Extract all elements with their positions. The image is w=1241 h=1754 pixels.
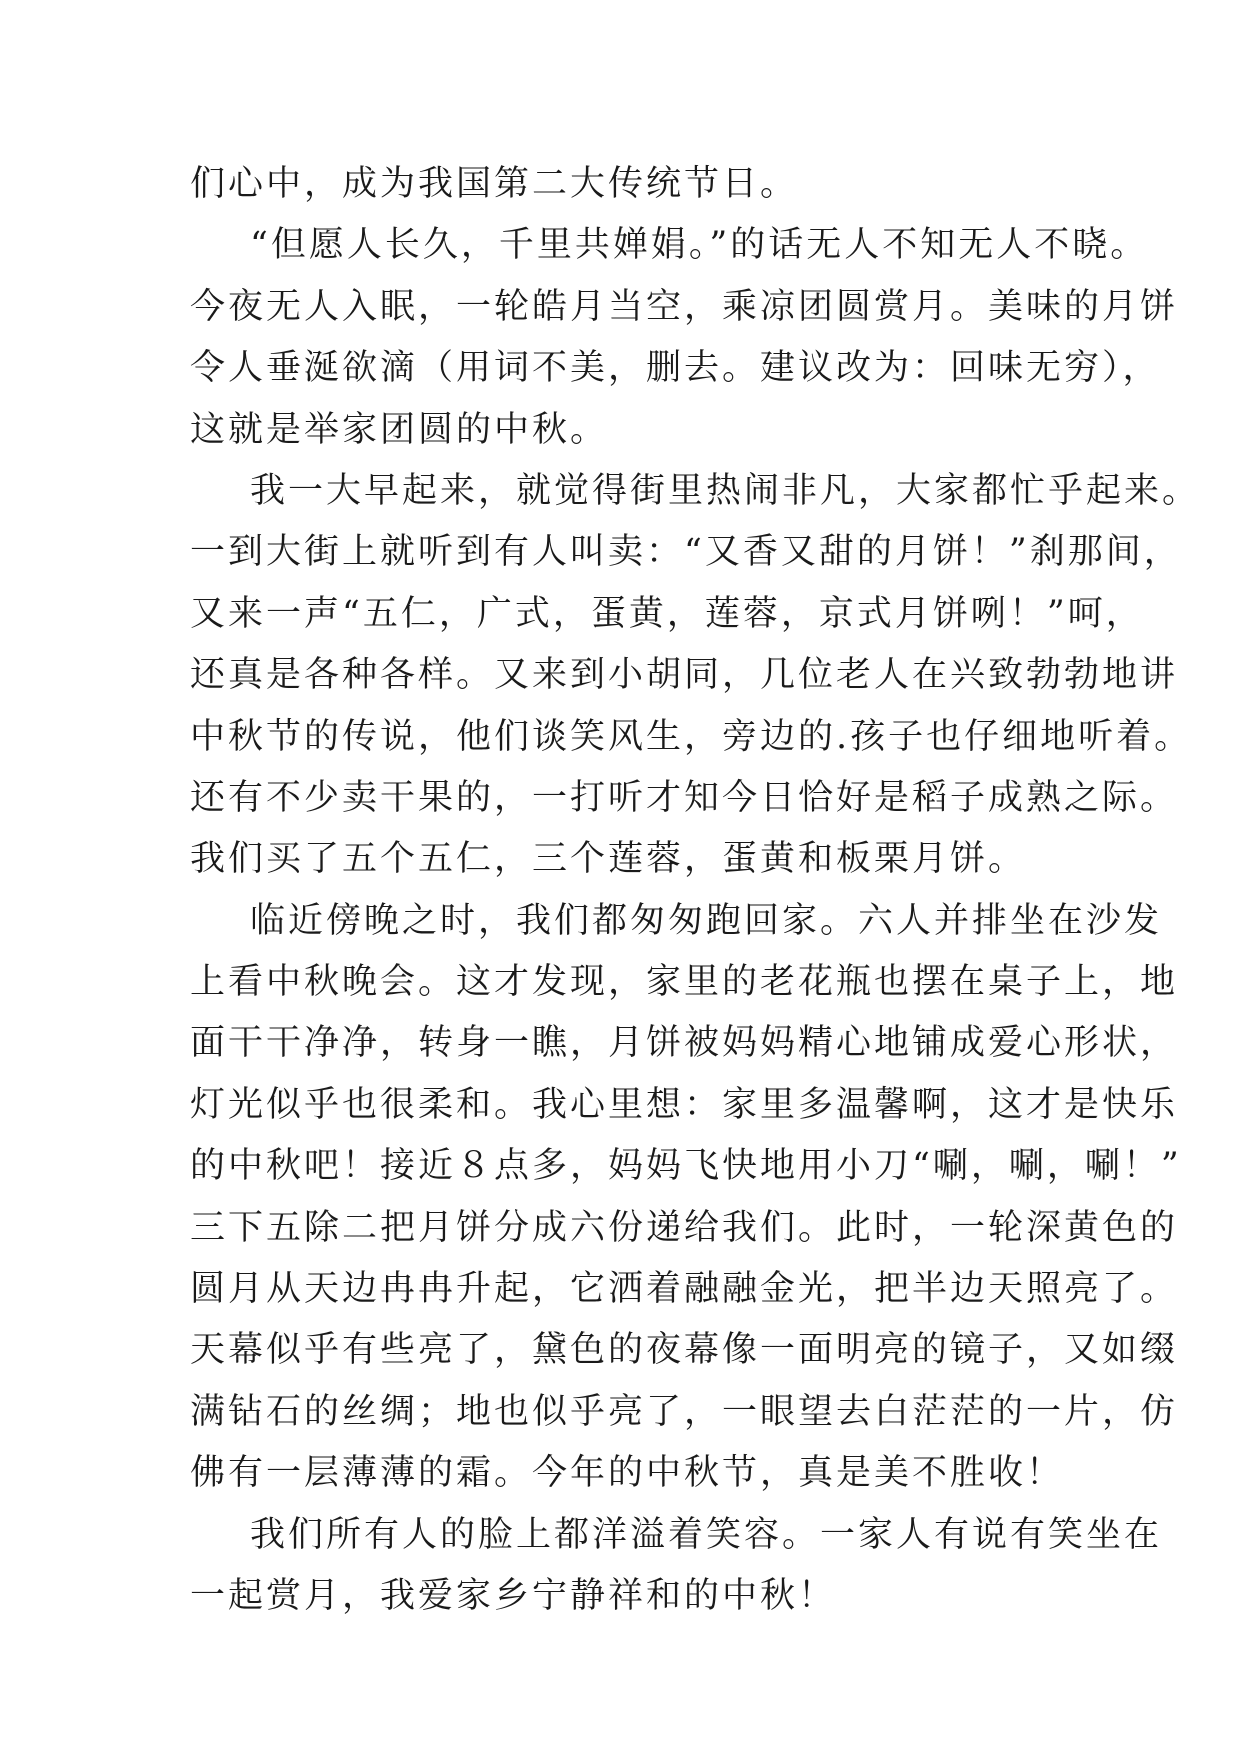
text-line: 灯光似乎也很柔和。我心里想：家里多温馨啊，这才是快乐 bbox=[190, 1084, 1179, 1125]
text-line: 佛有一层薄薄的霜。今年的中秋节，真是美不胜收！ bbox=[190, 1453, 1065, 1494]
text-line: 这就是举家团圆的中秋。 bbox=[190, 409, 609, 450]
text-line: 中秋节的传说，他们谈笑风生，旁边的.孩子也仔细地听着。 bbox=[190, 716, 1193, 757]
text-line: 们心中，成为我国第二大传统节日。 bbox=[190, 164, 799, 204]
text-line: 还真是各种各样。又来到小胡同，几位老人在兴致勃勃地讲 bbox=[190, 655, 1179, 696]
text-line: 天幕似乎有些亮了，黛色的夜幕像一面明亮的镜子，又如缀 bbox=[190, 1330, 1179, 1371]
text-line: 又来一声“五仁，广式，蛋黄，莲蓉，京式月饼咧！”呵， bbox=[190, 593, 1144, 634]
text-line: 的中秋吧！接近８点多，妈妈飞快地用小刀“唰，唰，唰！” bbox=[190, 1146, 1182, 1187]
text-line: 上看中秋晚会。这才发现，家里的老花瓶也摆在桌子上，地 bbox=[190, 962, 1179, 1003]
essay-body bbox=[190, 154, 1201, 1627]
paragraph-start-line: 我一大早起来，就觉得街里热闹非凡，大家都忙乎起来。 bbox=[250, 470, 1201, 511]
paragraph-start-line: “但愿人长久，千里共婵娟。”的话无人不知无人不晓。 bbox=[250, 225, 1149, 266]
paragraph-start-line: 临近傍晚之时，我们都匆匆跑回家。六人并排坐在沙发 bbox=[250, 900, 1163, 941]
text-line: 三下五除二把月饼分成六份递给我们。此时，一轮深黄色的 bbox=[190, 1207, 1179, 1248]
text-line: 今夜无人入眠，一轮皓月当空，乘凉团圆赏月。美味的月饼 bbox=[190, 286, 1179, 327]
text-line: 还有不少卖干果的，一打听才知今日恰好是稻子成熟之际。 bbox=[190, 777, 1179, 818]
text-line: 我们买了五个五仁，三个莲蓉，蛋黄和板栗月饼。 bbox=[190, 839, 1027, 880]
text-line: 一到大街上就听到有人叫卖：“又香又甜的月饼！”刹那间， bbox=[190, 532, 1182, 573]
text-line: 满钻石的丝绸；地也似乎亮了，一眼望去白茫茫的一片，仿 bbox=[190, 1391, 1179, 1432]
text-line: 圆月从天边冉冉升起，它洒着融融金光，把半边天照亮了。 bbox=[190, 1269, 1179, 1310]
paragraph-start-line: 我们所有人的脸上都洋溢着笑容。一家人有说有笑坐在 bbox=[250, 1514, 1163, 1555]
text-line: 面干干净净，转身一瞧，月饼被妈妈精心地铺成爱心形状， bbox=[190, 1023, 1179, 1064]
text-line: 一起赏月，我爱家乡宁静祥和的中秋！ bbox=[190, 1575, 837, 1616]
text-line: 令人垂涎欲滴（用词不美，删去。建议改为：回味无穷）， bbox=[190, 348, 1161, 389]
